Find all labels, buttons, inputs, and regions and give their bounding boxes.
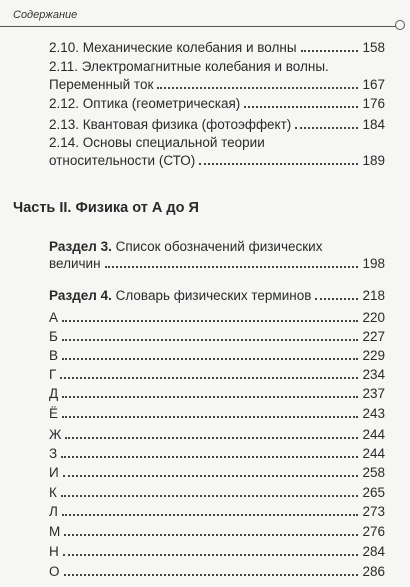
section-3-line1 (49, 238, 322, 255)
toc-entry-label: 2.13. Квантовая физика (фотоэффект) (49, 117, 292, 132)
letter-entry (49, 445, 385, 462)
letter-entry (49, 347, 385, 364)
dot-leader (62, 339, 359, 341)
letter-label: Ж (49, 427, 62, 442)
toc-entry-page: 184 (362, 117, 385, 132)
letter-label: В (49, 348, 59, 363)
toc-entry-page: 243 (362, 406, 385, 421)
letter-label: З (49, 446, 58, 461)
header-ring-ornament (395, 20, 405, 30)
dot-leader (62, 320, 358, 322)
dot-leader (199, 163, 358, 165)
dot-leader (60, 377, 358, 379)
letter-label: Б (49, 329, 58, 344)
letter-label: Г (49, 367, 57, 382)
dot-leader (64, 534, 358, 536)
toc-entry-page: 198 (362, 256, 385, 271)
dot-leader (61, 495, 359, 497)
toc-entry-page: 229 (362, 348, 385, 363)
letter-entry (49, 563, 385, 580)
toc-entry-label: 2.12. Оптика (геометрическая) (49, 96, 241, 111)
toc-entry-page: 176 (362, 96, 385, 111)
toc-entry-page: 273 (362, 504, 385, 519)
toc-entry-2-10 (49, 39, 385, 56)
letter-entry (49, 366, 385, 383)
toc-entry-page: 284 (362, 544, 385, 559)
toc-entry-page: 218 (362, 288, 385, 303)
letter-entry (49, 328, 385, 345)
letter-label: К (49, 485, 57, 500)
section-title: Словарь физических терминов (115, 288, 312, 303)
section-3-entry (49, 255, 385, 272)
letter-entry (49, 464, 385, 481)
part-title: Часть II. Физика от А до Я (13, 200, 199, 216)
dot-leader (65, 437, 358, 439)
toc-entry-2-13 (49, 116, 385, 133)
toc-entry-page: 265 (362, 485, 385, 500)
toc-entry-label: Переменный ток (49, 77, 154, 92)
toc-entry-2-14 (49, 152, 385, 169)
section-4-entry (49, 287, 385, 304)
dot-leader (61, 456, 358, 458)
letter-label: Д (49, 386, 59, 401)
toc-entry-page: 237 (362, 386, 385, 401)
toc-entry-page: 167 (362, 77, 385, 92)
toc-entry-label: величин (49, 256, 101, 271)
letter-entry (49, 484, 385, 501)
letter-entry (49, 523, 385, 540)
toc-entry-label: относительности (СТО) (49, 153, 196, 168)
dot-leader (62, 514, 359, 516)
letter-label: О (49, 564, 60, 579)
toc-entry-page: 258 (362, 465, 385, 480)
section-prefix: Раздел 4. (49, 288, 112, 303)
toc-entry-label: 2.10. Механические колебания и волны (49, 40, 297, 55)
dot-leader (63, 475, 359, 477)
section-prefix: Раздел 3. (49, 239, 112, 254)
toc-entry-label (49, 287, 311, 304)
dot-leader (244, 106, 358, 108)
letter-entry (49, 543, 385, 560)
toc-entry-2-14-line1: 2.14. Основы специальной теории (49, 135, 265, 150)
dot-leader (63, 554, 359, 556)
toc-entry-page: 227 (362, 329, 385, 344)
dot-leader (64, 574, 359, 576)
header-title: Содержание (13, 9, 78, 21)
dot-leader (295, 127, 358, 129)
dot-leader (62, 358, 358, 360)
letter-label: М (49, 524, 61, 539)
toc-entry-page: 189 (362, 153, 385, 168)
letter-entry (49, 385, 385, 402)
toc-entry-page: 244 (362, 446, 385, 461)
toc-entry-page: 220 (362, 310, 385, 325)
dot-leader (301, 50, 359, 52)
toc-entry-page: 276 (362, 524, 385, 539)
section-title: Список обозначений физических (115, 239, 323, 254)
letter-label: Ё (49, 406, 59, 421)
dot-leader (105, 266, 359, 268)
dot-leader (157, 87, 358, 89)
letter-entry (49, 405, 385, 422)
dot-leader (315, 298, 358, 300)
header-rule (0, 26, 396, 27)
toc-entry-2-11 (49, 76, 385, 93)
toc-entry-page: 286 (362, 564, 385, 579)
letter-label: А (49, 310, 59, 325)
toc-entry-page: 234 (362, 367, 385, 382)
dot-leader (62, 396, 358, 398)
letter-entry (49, 309, 385, 326)
toc-entry-page: 158 (362, 40, 385, 55)
running-header (0, 0, 410, 34)
letter-label: И (49, 465, 59, 480)
letter-entry (49, 426, 385, 443)
toc-entry-page: 244 (362, 427, 385, 442)
letter-label: Л (49, 504, 58, 519)
toc-entry-2-12 (49, 95, 385, 112)
letter-label: Н (49, 544, 59, 559)
letter-entry (49, 503, 385, 520)
dot-leader (62, 416, 358, 418)
toc-entry-2-11-line1: 2.11. Электромагнитные колебания и волны. (49, 59, 329, 74)
